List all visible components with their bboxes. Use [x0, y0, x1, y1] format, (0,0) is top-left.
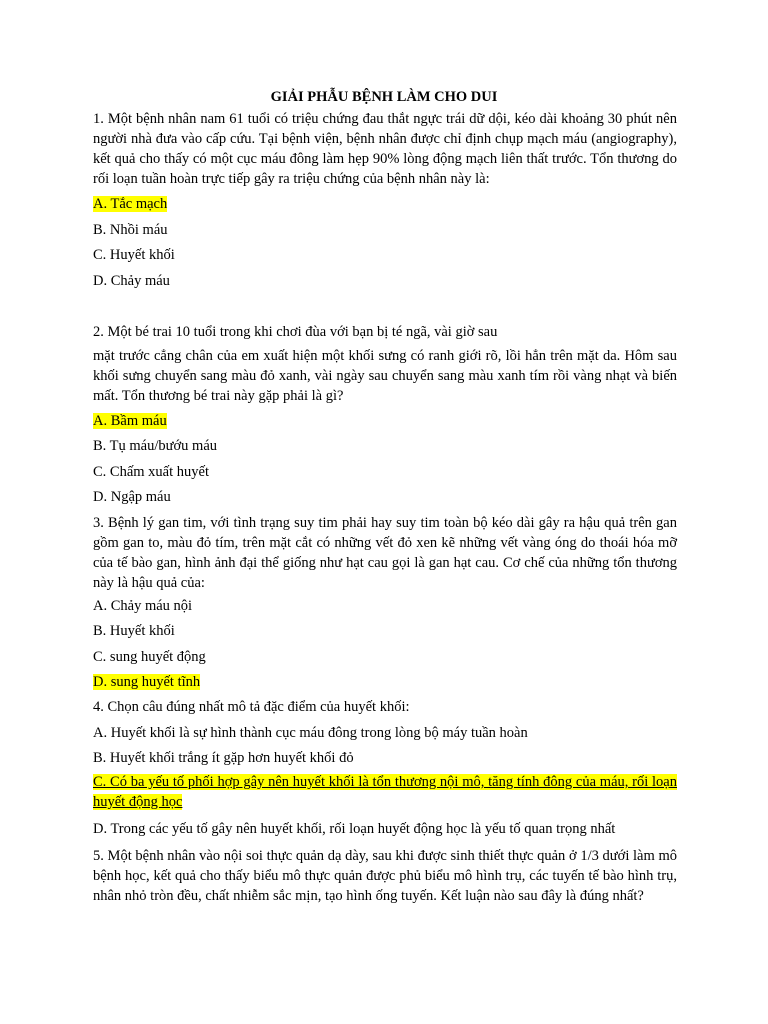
question-2-option-d: D. Ngập máu	[93, 489, 171, 505]
question-2-text-line1: 2. Một bé trai 10 tuổi trong khi chơi đùa với bạn bị té ngã, vài giờ sau	[93, 324, 498, 340]
question-3-text: 3. Bệnh lý gan tim, với tình trạng suy tim phải hay suy tim toàn bộ kéo dài gây ra hậu quả trên gan gồm gan to, màu đỏ tím, trên mặt cắt có những vết đỏ xen kẽ những vết vàng óng do thoái hóa mỡ của tế bào gan, hình ảnh đại thể giống như hạt cau gọi là gan hạt cau. Cơ chế của những tổn thương này là hậu quả của:	[93, 515, 677, 591]
question-3-option-b: B. Huyết khối	[93, 623, 175, 639]
question-1-option-d: D. Chảy máu	[93, 273, 170, 289]
answer-highlight: C. Có ba yếu tố phối hợp gây nên huyết khối là tổn thương nội mô, tăng tính đông của máu, rối loạn huyết động học	[93, 774, 677, 810]
document-title: GIẢI PHẪU BỆNH LÀM CHO DUI	[270, 89, 498, 105]
answer-highlight: A. Bầm máu	[93, 413, 167, 429]
question-4-option-a: A. Huyết khối là sự hình thành cục máu đông trong lòng bộ máy tuần hoàn	[93, 725, 528, 741]
question-4-text: 4. Chọn câu đúng nhất mô tả đặc điểm của huyết khối:	[93, 699, 410, 715]
answer-highlight: D. sung huyết tĩnh	[93, 674, 201, 690]
question-5-text: 5. Một bệnh nhân vào nội soi thực quản dạ dày, sau khi được sinh thiết thực quản ở 1/3 dưới làm mô bệnh học, kết quả cho thấy biểu mô thực quản được phủ biểu mô hình trụ, các tuyến tế bào hình trụ, nhân nhỏ tròn đều, chất nhiễm sắc mịn, tạo hình ống tuyến. Kết luận nào sau đây là đúng nhất?	[93, 848, 677, 904]
question-2-option-b: B. Tụ máu/bướu máu	[93, 438, 218, 454]
question-1-text: 1. Một bệnh nhân nam 61 tuổi có triệu chứng đau thắt ngực trái dữ dội, kéo dài khoảng 30 phút nên người nhà đưa vào cấp cứu. Tại bệnh viện, bệnh nhân được chỉ định chụp mạch máu (angiography), kết quả cho thấy có một cục máu đông làm hẹp 90% lòng động mạch liên thất trước. Tổn thương do rối loạn tuần hoàn trực tiếp gây ra triệu chứng của bệnh nhân này là:	[93, 111, 677, 187]
question-2-option-c: C. Chấm xuất huyết	[93, 464, 209, 480]
question-3-option-d	[93, 672, 200, 692]
question-1-option-c: C. Huyết khối	[93, 247, 175, 263]
question-1-option-b: B. Nhồi máu	[93, 222, 168, 238]
question-1-option-a	[93, 194, 167, 214]
question-3-option-c: C. sung huyết động	[93, 649, 206, 665]
question-2-option-a	[93, 411, 167, 431]
question-4-option-c	[93, 772, 677, 812]
question-3-option-a: A. Chảy máu nội	[93, 598, 193, 614]
question-2-text: mặt trước cẳng chân của em xuất hiện một khối sưng có ranh giới rõ, lồi hẳn trên mặt da. Hôm sau khối sưng chuyển sang màu đỏ xanh, vài ngày sau chuyển sang màu xanh tím rồi vàng nhạt và biến mất. Tổn thương bé trai này gặp phải là gì?	[93, 348, 677, 404]
question-4-option-d: D. Trong các yếu tố gây nên huyết khối, rối loạn huyết động học là yếu tố quan trọng nhất	[93, 821, 616, 837]
answer-highlight: A. Tắc mạch	[93, 196, 168, 212]
question-4-option-b: B. Huyết khối trắng ít gặp hơn huyết khối đỏ	[93, 750, 354, 766]
